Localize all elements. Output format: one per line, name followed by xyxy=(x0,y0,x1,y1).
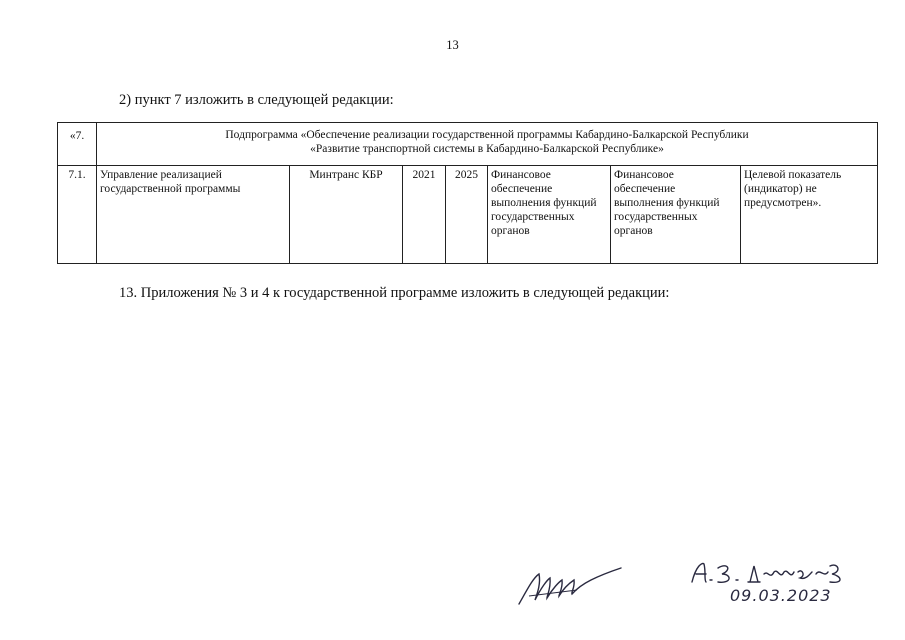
subprogram-title xyxy=(97,123,878,166)
row-indicator: Целевой показатель (индикатор) не предусмотрен». xyxy=(741,166,878,264)
row-end-year: 2025 xyxy=(446,166,488,264)
program-table xyxy=(57,122,878,264)
signature-name-handwriting xyxy=(688,558,858,588)
row-number: 7.1. xyxy=(58,166,97,264)
subprogram-number: «7. xyxy=(58,123,97,166)
subprogram-title-line-1: Подпрограмма «Обеспечение реализации государственной программы Кабардино-Балкарской Республики xyxy=(225,129,749,141)
row-start-year: 2021 xyxy=(403,166,446,264)
row-expected-result: Финансовое обеспечение выполнения функций государственных органов xyxy=(488,166,611,264)
outro-paragraph: 13. Приложения № 3 и 4 к государственной программе изложить в следующей редакции: xyxy=(119,285,670,301)
intro-paragraph: 2) пункт 7 изложить в следующей редакции: xyxy=(119,92,394,108)
handwritten-signature-left xyxy=(517,560,627,610)
table-header-row xyxy=(58,123,878,166)
signature-date: 09.03.2023 xyxy=(730,586,832,605)
row-consequence: Финансовое обеспечение выполнения функций государственных органов xyxy=(611,166,741,264)
row-executor: Минтранс КБР xyxy=(290,166,403,264)
table-row xyxy=(58,166,878,264)
row-activity-name: Управление реализацией государственной программы xyxy=(97,166,290,264)
subprogram-title-line-2: «Развитие транспортной системы в Кабардино-Балкарской Республике» xyxy=(310,143,664,155)
page-number: 13 xyxy=(446,38,459,52)
